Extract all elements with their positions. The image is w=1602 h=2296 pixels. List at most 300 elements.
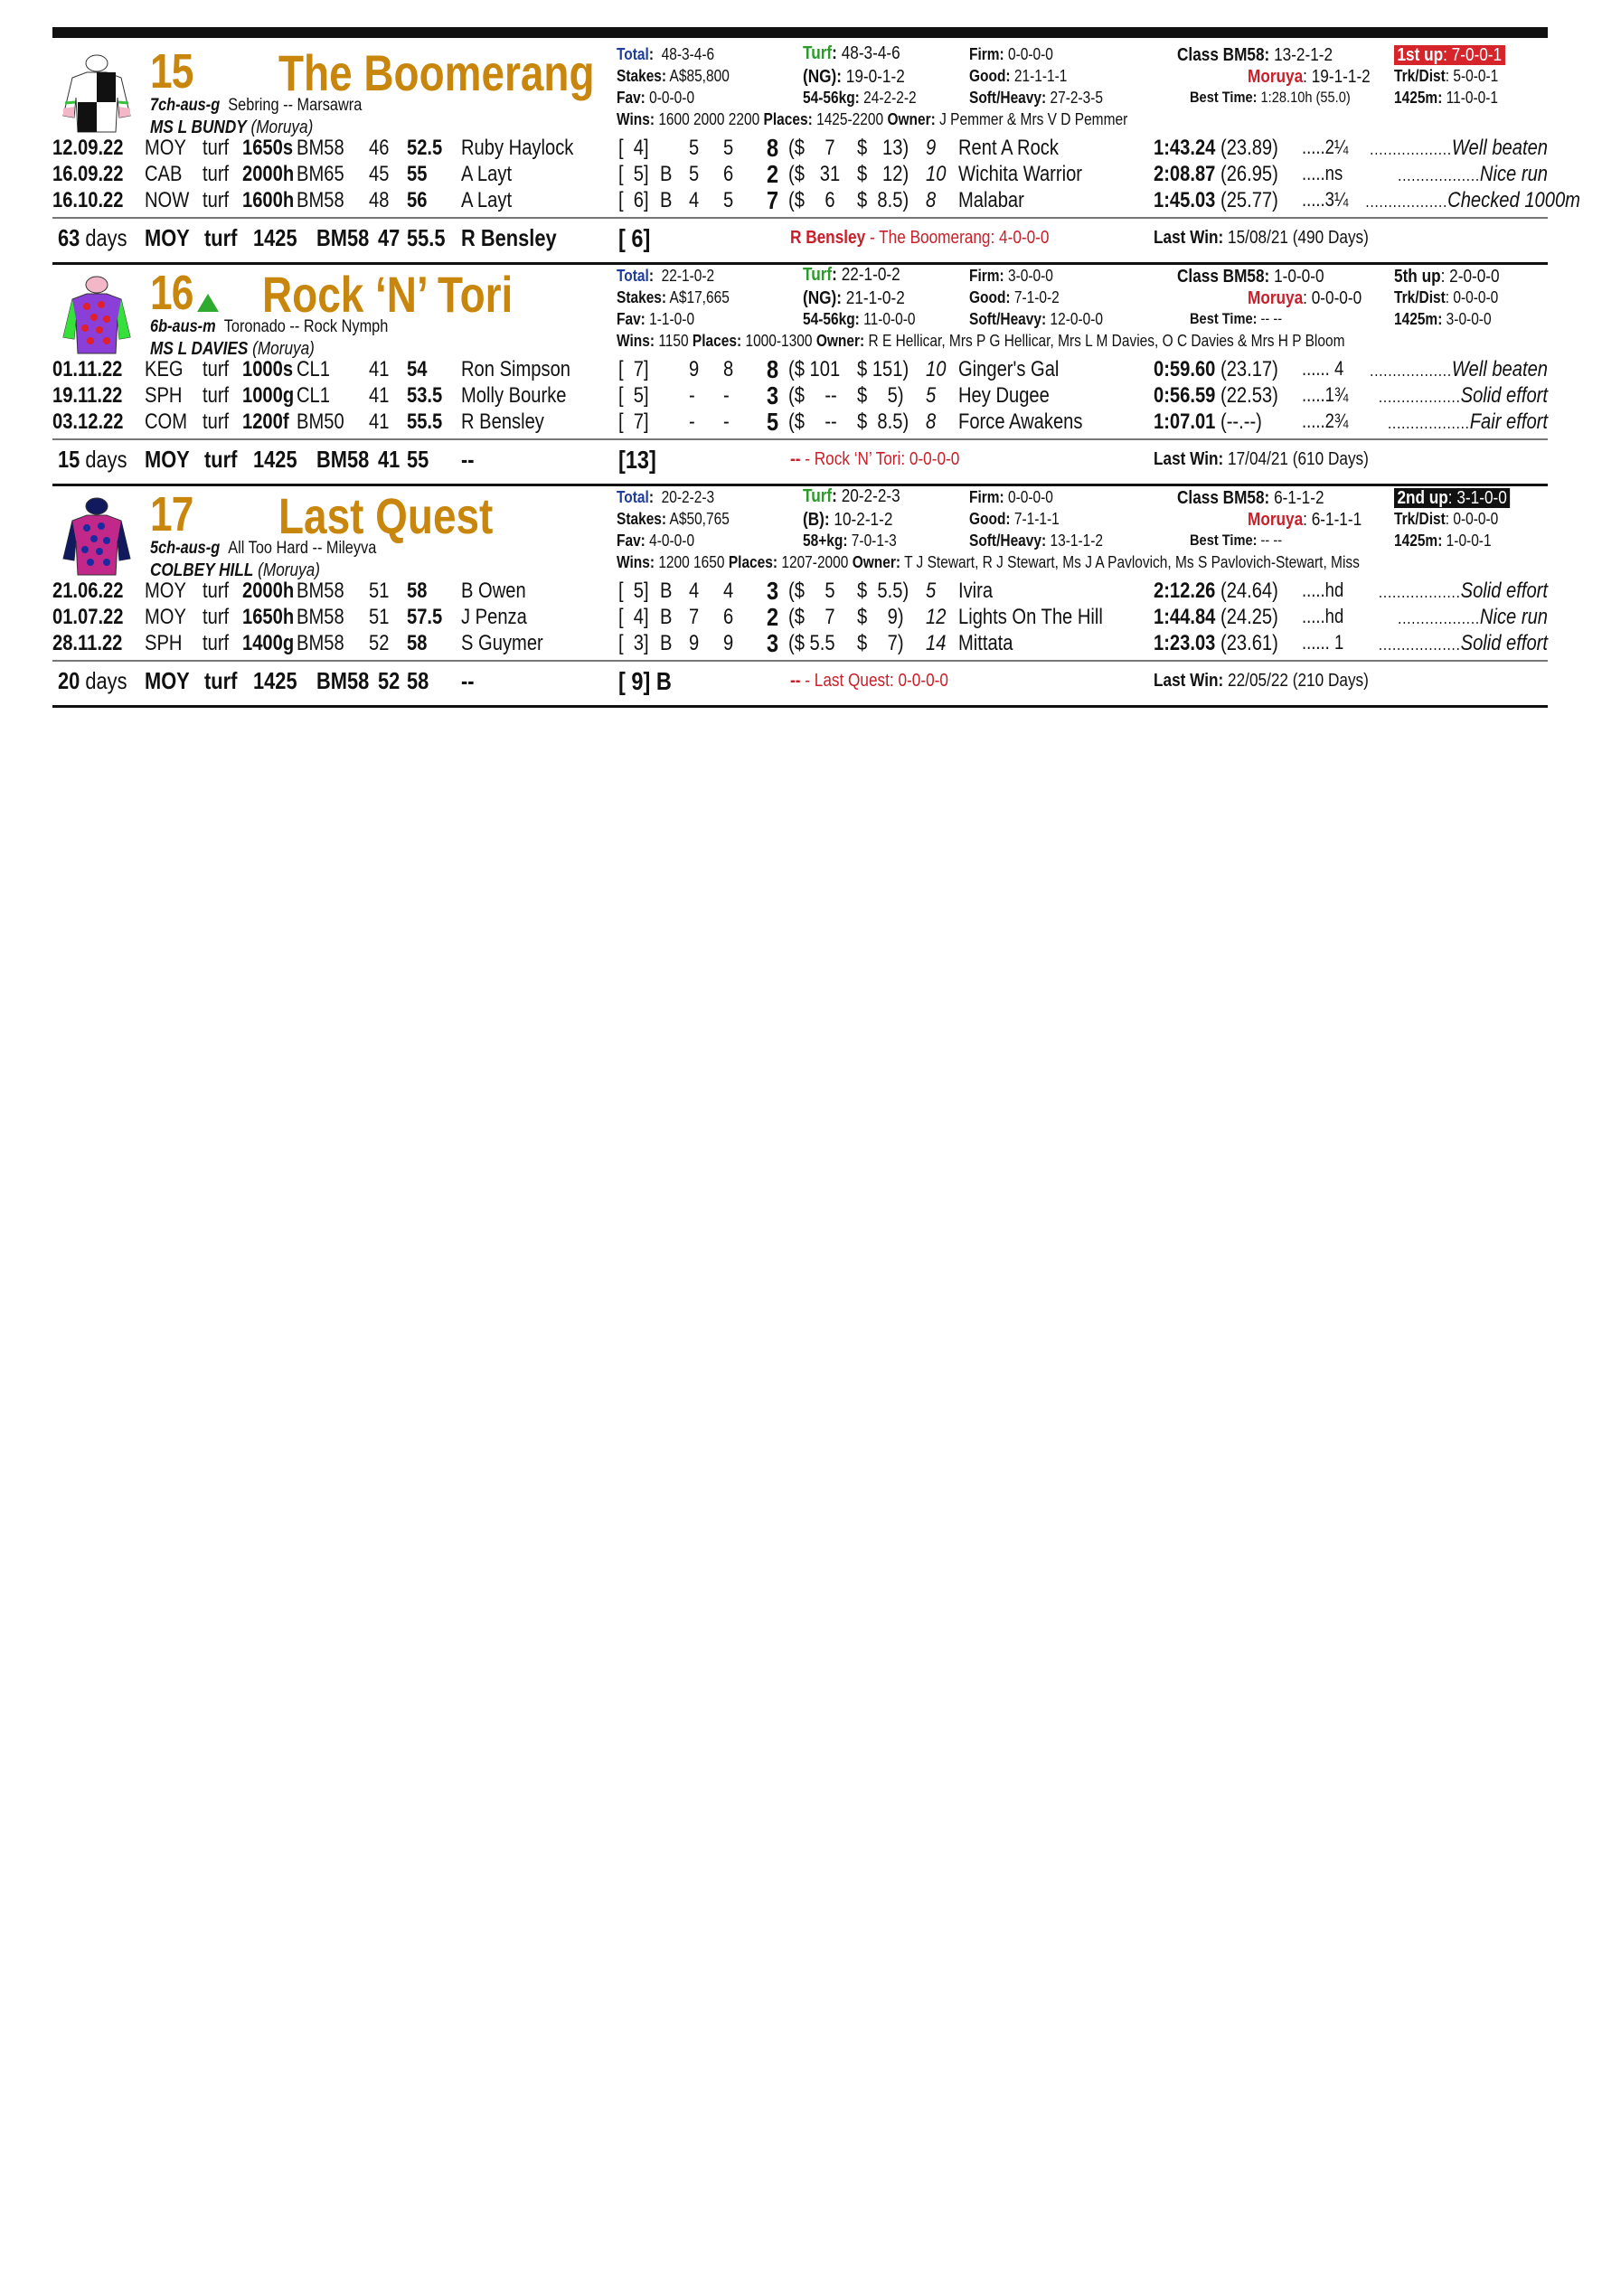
- run-time: 0:59.60 (23.17): [1154, 357, 1278, 381]
- run-weight: 55.5: [407, 409, 443, 434]
- run-pos-800: 4: [689, 188, 700, 212]
- jockey-silk-icon: [60, 274, 134, 355]
- run-weight: 54: [407, 357, 428, 381]
- run-finish: 2: [767, 603, 779, 631]
- run-comment: ..................Solid effort: [1378, 383, 1548, 408]
- run-finish: 3: [767, 629, 779, 657]
- run-margin: .....1¾: [1302, 383, 1349, 406]
- run-jockey: R Bensley: [461, 409, 544, 434]
- run-rating: 51: [369, 605, 390, 629]
- form-run-row: [52, 579, 1548, 605]
- run-time: 1:45.03 (25.77): [1154, 188, 1278, 212]
- run-field-size: 10: [926, 162, 947, 186]
- run-comment: ..................Checked 1000m: [1365, 188, 1580, 212]
- horse-number: 16: [150, 266, 193, 320]
- next-class: BM58: [316, 224, 370, 251]
- run-barrier: [ 7]: [618, 409, 649, 434]
- form-run-row: [52, 186, 1580, 214]
- stat-fav: Fav: 0-0-0-0: [617, 89, 695, 107]
- run-odds-sp: $ 151): [857, 357, 909, 381]
- next-barrier: [ 9] B: [618, 667, 672, 695]
- run-jockey: Ron Simpson: [461, 357, 571, 381]
- run-surface: turf: [203, 579, 230, 603]
- breeding-code: 7ch-aus-g: [150, 96, 221, 115]
- form-run-row: [52, 136, 1548, 162]
- stat-fav: Fav: 1-1-0-0: [617, 310, 695, 328]
- run-margin: .....hd: [1302, 579, 1344, 601]
- run-winner: Ivira: [958, 579, 994, 603]
- run-odds-sp: $ 13): [857, 136, 909, 160]
- run-field-size: 8: [926, 409, 937, 434]
- trainer-location: (Moruya): [250, 118, 314, 137]
- run-rating: 51: [369, 579, 390, 603]
- run-jockey: Ruby Haylock: [461, 136, 574, 160]
- run-pos-400: -: [723, 383, 730, 408]
- stat-distance: 1425m: 1-0-0-1: [1394, 532, 1492, 550]
- stat-trk-dist: Trk/Dist: 0-0-0-0: [1394, 288, 1499, 306]
- run-rating: 41: [369, 357, 390, 381]
- run-barrier: [ 4]: [618, 605, 649, 629]
- horse-entry: [52, 43, 1580, 265]
- run-jockey: B Owen: [461, 579, 526, 603]
- run-comment: ..................Nice run: [1398, 605, 1548, 629]
- run-field-size: 12: [926, 605, 947, 629]
- next-rating: 47: [378, 224, 400, 251]
- run-date: 28.11.22: [52, 631, 123, 655]
- sire-dam: Sebring -- Marsawra: [228, 96, 363, 115]
- run-margin: .....hd: [1302, 605, 1344, 627]
- run-distance: 1650s: [242, 136, 294, 160]
- next-surface: turf: [204, 224, 238, 251]
- run-odds-sp: $ 8.5): [857, 188, 909, 212]
- stat-track: Moruya: 19-1-1-2: [1248, 67, 1371, 87]
- form-run-row: [52, 605, 1548, 631]
- run-blinkers: B: [660, 188, 673, 212]
- run-finish: 8: [767, 355, 779, 383]
- days-since: 20 days: [58, 667, 127, 694]
- stat-soft-heavy: Soft/Heavy: 13-1-1-2: [969, 532, 1104, 550]
- run-field-size: 14: [926, 631, 947, 655]
- stat-total: Total: 22-1-0-2: [617, 267, 715, 285]
- run-margin: ...... 1: [1302, 631, 1344, 654]
- run-pos-400: 9: [723, 631, 734, 655]
- stat-trk-dist: Trk/Dist: 0-0-0-0: [1394, 510, 1499, 528]
- run-weight: 58: [407, 631, 428, 655]
- run-class: BM58: [297, 188, 344, 212]
- next-distance: 1425: [253, 667, 297, 694]
- run-class: BM58: [297, 579, 344, 603]
- wins-places-owner: Wins: 1200 1650 Places: 1207-2000 Owner: T J Stewart, R J Stewart, Ms J A Pavlovich, Ms S Pavlovich-Stewart, Miss: [617, 553, 1360, 571]
- run-odds-sp: $ 5.5): [857, 579, 909, 603]
- run-weight: 58: [407, 579, 428, 603]
- stat-weight: 58+kg: 7-0-1-3: [803, 532, 897, 550]
- run-pos-400: 6: [723, 162, 734, 186]
- run-weight: 53.5: [407, 383, 443, 408]
- next-track: MOY: [145, 667, 190, 694]
- run-surface: turf: [203, 162, 230, 186]
- run-distance: 1200f: [242, 409, 289, 434]
- run-pos-800: 9: [689, 631, 700, 655]
- last-win: Last Win: 17/04/21 (610 Days): [1154, 449, 1369, 469]
- run-surface: turf: [203, 605, 230, 629]
- next-barrier: [ 6]: [618, 224, 651, 252]
- run-track: COM: [145, 409, 188, 434]
- run-time: 2:12.26 (24.64): [1154, 579, 1278, 603]
- run-track: SPH: [145, 631, 183, 655]
- stat-up: 1st up: 7-0-0-1: [1394, 45, 1505, 66]
- stat-up: 5th up: 2-0-0-0: [1394, 267, 1500, 287]
- stat-fav: Fav: 4-0-0-0: [617, 532, 695, 550]
- run-time: 2:08.87 (26.95): [1154, 162, 1278, 186]
- stat-track: Moruya: 0-0-0-0: [1248, 288, 1362, 308]
- stat-best-time: Best Time: -- --: [1190, 532, 1283, 549]
- next-rating: 41: [378, 446, 400, 473]
- run-rating: 46: [369, 136, 390, 160]
- run-barrier: [ 6]: [618, 188, 649, 212]
- form-run-row: [52, 357, 1548, 383]
- next-jockey: --: [461, 667, 475, 694]
- horse-entry: [52, 265, 1548, 486]
- run-barrier: [ 5]: [618, 383, 649, 408]
- run-comment: ..................Solid effort: [1378, 631, 1548, 655]
- run-time: 1:07.01 (--.--): [1154, 409, 1262, 434]
- stat-turf: Turf: 48-3-4-6: [803, 43, 900, 63]
- next-class: BM58: [316, 446, 370, 473]
- next-jockey: R Bensley: [461, 224, 557, 251]
- run-date: 16.09.22: [52, 162, 124, 186]
- run-track: MOY: [145, 579, 186, 603]
- recent-runs: [52, 357, 1548, 436]
- run-class: BM58: [297, 605, 344, 629]
- run-jockey: J Penza: [461, 605, 527, 629]
- days-since: 15 days: [58, 446, 127, 473]
- run-odds-open: ($ --: [788, 383, 837, 408]
- next-track: MOY: [145, 446, 190, 473]
- run-pos-400: 8: [723, 357, 734, 381]
- run-margin: .....ns: [1302, 162, 1343, 184]
- run-winner: Hey Dugee: [958, 383, 1050, 408]
- top-rule: [52, 27, 1548, 38]
- trainer-name: MS L DAVIES: [150, 339, 249, 359]
- run-pos-800: -: [689, 383, 695, 408]
- run-rating: 48: [369, 188, 390, 212]
- stat-good: Good: 21-1-1-1: [969, 67, 1068, 85]
- last-win: Last Win: 15/08/21 (490 Days): [1154, 228, 1369, 248]
- form-run-row: [52, 409, 1548, 436]
- breeding-code: 6b-aus-m: [150, 317, 216, 336]
- next-class: BM58: [316, 667, 370, 694]
- run-surface: turf: [203, 383, 230, 408]
- recent-runs: [52, 134, 1580, 214]
- jockey-silk-icon: [60, 495, 134, 577]
- run-date: 01.11.22: [52, 357, 123, 381]
- run-class: CL1: [297, 383, 330, 408]
- run-surface: turf: [203, 409, 230, 434]
- stat-turf: Turf: 20-2-2-3: [803, 486, 900, 506]
- run-surface: turf: [203, 188, 230, 212]
- stat-weight: 54-56kg: 11-0-0-0: [803, 310, 916, 328]
- run-distance: 1000g: [242, 383, 295, 408]
- run-date: 21.06.22: [52, 579, 124, 603]
- run-blinkers: B: [660, 605, 673, 629]
- horse-name: Last Quest: [278, 487, 494, 544]
- run-weight: 57.5: [407, 605, 443, 629]
- run-winner: Force Awakens: [958, 409, 1083, 434]
- sire-dam: All Too Hard -- Mileyva: [228, 539, 377, 558]
- next-track: MOY: [145, 224, 190, 251]
- stat-class: Class BM58: 13-2-1-2: [1177, 45, 1333, 65]
- run-jockey: A Layt: [461, 162, 513, 186]
- stat-distance: 1425m: 3-0-0-0: [1394, 310, 1492, 328]
- run-time: 0:56.59 (22.53): [1154, 383, 1278, 408]
- run-odds-sp: $ 12): [857, 162, 909, 186]
- run-track: CAB: [145, 162, 183, 186]
- run-field-size: 5: [926, 383, 937, 408]
- run-class: CL1: [297, 357, 330, 381]
- run-blinkers: B: [660, 162, 673, 186]
- stat-firm: Firm: 0-0-0-0: [969, 488, 1053, 506]
- horse-number: 17: [150, 487, 193, 541]
- run-time: 1:44.84 (24.25): [1154, 605, 1278, 629]
- run-odds-open: ($ 5.5: [788, 631, 835, 655]
- run-margin: ...... 4: [1302, 357, 1344, 380]
- run-odds-open: ($ 6: [788, 188, 835, 212]
- run-time: 1:43.24 (23.89): [1154, 136, 1278, 160]
- up-arrow-icon: [197, 294, 219, 312]
- last-win: Last Win: 22/05/22 (210 Days): [1154, 671, 1369, 691]
- run-track: NOW: [145, 188, 190, 212]
- stat-stakes: Stakes: A$17,665: [617, 288, 730, 306]
- horse-name: The Boomerang: [278, 44, 595, 101]
- next-weight: 55: [407, 446, 429, 473]
- horse-name: Rock ‘N’ Tori: [262, 266, 514, 323]
- run-odds-open: ($ --: [788, 409, 837, 434]
- stat-best-time: Best Time: 1:28.10h (55.0): [1190, 89, 1351, 106]
- run-odds-open: ($ 7: [788, 605, 835, 629]
- stat-good: Good: 7-1-0-2: [969, 288, 1060, 306]
- run-rating: 41: [369, 409, 390, 434]
- run-date: 01.07.22: [52, 605, 124, 629]
- run-finish: 7: [767, 186, 779, 214]
- run-winner: Malabar: [958, 188, 1024, 212]
- run-winner: Lights On The Hill: [958, 605, 1103, 629]
- stat-going: (NG): 21-1-0-2: [803, 288, 905, 308]
- run-odds-sp: $ 7): [857, 631, 904, 655]
- horse-number: 15: [150, 44, 193, 99]
- run-pos-400: 6: [723, 605, 734, 629]
- run-weight: 56: [407, 188, 428, 212]
- run-finish: 3: [767, 381, 779, 409]
- run-rating: 52: [369, 631, 390, 655]
- run-pos-800: -: [689, 409, 695, 434]
- run-date: 03.12.22: [52, 409, 124, 434]
- stat-up: 2nd up: 3-1-0-0: [1394, 488, 1510, 509]
- run-field-size: 5: [926, 579, 937, 603]
- stat-going: (B): 10-2-1-2: [803, 510, 893, 530]
- stat-firm: Firm: 0-0-0-0: [969, 45, 1053, 63]
- stat-good: Good: 7-1-1-1: [969, 510, 1060, 528]
- jockey-horse-combo: -- - Last Quest: 0-0-0-0: [790, 671, 948, 691]
- stat-distance: 1425m: 11-0-0-1: [1394, 89, 1499, 107]
- run-surface: turf: [203, 357, 230, 381]
- run-barrier: [ 5]: [618, 162, 649, 186]
- stat-soft-heavy: Soft/Heavy: 27-2-3-5: [969, 89, 1104, 107]
- run-class: BM58: [297, 631, 344, 655]
- run-rating: 41: [369, 383, 390, 408]
- breeding: [150, 317, 388, 337]
- trainer-location: (Moruya): [252, 339, 315, 359]
- run-comment: ..................Well beaten: [1370, 357, 1548, 381]
- wins-places-owner: Wins: 1600 2000 2200 Places: 1425-2200 Owner: J Pemmer & Mrs V D Pemmer: [617, 110, 1128, 128]
- recent-runs: [52, 579, 1548, 657]
- run-margin: .....2¾: [1302, 409, 1349, 432]
- run-field-size: 9: [926, 136, 937, 160]
- run-finish: 3: [767, 577, 779, 605]
- run-distance: 2000h: [242, 579, 295, 603]
- jockey-horse-combo: R Bensley - The Boomerang: 4-0-0-0: [790, 228, 1050, 248]
- stat-track: Moruya: 6-1-1-1: [1248, 510, 1362, 530]
- run-distance: 1000s: [242, 357, 294, 381]
- run-finish: 2: [767, 160, 779, 188]
- jockey-horse-combo: -- - Rock ‘N’ Tori: 0-0-0-0: [790, 449, 960, 469]
- days-since: 63 days: [58, 224, 127, 251]
- run-odds-sp: $ 8.5): [857, 409, 909, 434]
- run-time: 1:23.03 (23.61): [1154, 631, 1278, 655]
- run-margin: .....2¼: [1302, 136, 1349, 158]
- next-surface: turf: [204, 446, 238, 473]
- entries-list: [52, 43, 1580, 708]
- stat-class: Class BM58: 1-0-0-0: [1177, 267, 1324, 287]
- form-run-row: [52, 162, 1548, 188]
- run-finish: 8: [767, 134, 779, 162]
- run-odds-open: ($ 31: [788, 162, 841, 186]
- next-race-row: [52, 660, 1548, 703]
- run-weight: 55: [407, 162, 428, 186]
- run-pos-400: 4: [723, 579, 734, 603]
- run-comment: ..................Well beaten: [1370, 136, 1548, 160]
- run-track: MOY: [145, 136, 186, 160]
- run-jockey: Molly Bourke: [461, 383, 567, 408]
- run-odds-open: ($ 101: [788, 357, 841, 381]
- trainer-name: COLBEY HILL: [150, 560, 254, 580]
- next-barrier: [13]: [618, 446, 656, 474]
- run-jockey: S Guymer: [461, 631, 543, 655]
- stat-firm: Firm: 3-0-0-0: [969, 267, 1053, 285]
- breeding-code: 5ch-aus-g: [150, 539, 221, 558]
- run-comment: ..................Solid effort: [1378, 579, 1548, 603]
- run-jockey: A Layt: [461, 188, 513, 212]
- run-date: 16.10.22: [52, 188, 124, 212]
- run-barrier: [ 7]: [618, 357, 649, 381]
- run-distance: 1600h: [242, 188, 295, 212]
- run-surface: turf: [203, 631, 230, 655]
- next-weight: 58: [407, 667, 429, 694]
- run-odds-open: ($ 5: [788, 579, 835, 603]
- run-class: BM58: [297, 136, 344, 160]
- sire-dam: Toronado -- Rock Nymph: [223, 317, 389, 336]
- next-race-row: [52, 438, 1548, 482]
- next-weight: 55.5: [407, 224, 446, 251]
- stat-best-time: Best Time: -- --: [1190, 310, 1283, 327]
- jockey-silk-icon: [60, 52, 134, 134]
- next-rating: 52: [378, 667, 400, 694]
- trainer-location: (Moruya): [258, 560, 320, 580]
- horse-entry: [52, 486, 1548, 708]
- run-track: SPH: [145, 383, 183, 408]
- run-comment: ..................Fair effort: [1387, 409, 1548, 434]
- run-winner: Wichita Warrior: [958, 162, 1083, 186]
- run-track: KEG: [145, 357, 184, 381]
- stat-total: Total: 48-3-4-6: [617, 45, 715, 63]
- run-pos-400: -: [723, 409, 730, 434]
- run-class: BM65: [297, 162, 344, 186]
- stat-total: Total: 20-2-2-3: [617, 488, 715, 506]
- run-blinkers: B: [660, 631, 673, 655]
- run-pos-400: 5: [723, 188, 734, 212]
- run-distance: 2000h: [242, 162, 295, 186]
- run-surface: turf: [203, 136, 230, 160]
- run-blinkers: B: [660, 579, 673, 603]
- run-comment: ..................Nice run: [1398, 162, 1548, 186]
- stat-stakes: Stakes: A$50,765: [617, 510, 730, 528]
- run-class: BM50: [297, 409, 344, 434]
- run-winner: Rent A Rock: [958, 136, 1059, 160]
- stat-stakes: Stakes: A$85,800: [617, 67, 730, 85]
- stat-turf: Turf: 22-1-0-2: [803, 265, 900, 285]
- run-odds-sp: $ 5): [857, 383, 904, 408]
- run-barrier: [ 3]: [618, 631, 649, 655]
- run-barrier: [ 4]: [618, 136, 649, 160]
- stat-going: (NG): 19-0-1-2: [803, 67, 905, 87]
- next-race-row: [52, 217, 1548, 260]
- run-finish: 5: [767, 408, 779, 436]
- stat-weight: 54-56kg: 24-2-2-2: [803, 89, 917, 107]
- run-pos-800: 7: [689, 605, 700, 629]
- wins-places-owner: Wins: 1150 Places: 1000-1300 Owner: R E Hellicar, Mrs P G Hellicar, Mrs L M Davies, O C Davies & Mrs H P Bloom: [617, 332, 1345, 350]
- stat-trk-dist: Trk/Dist: 5-0-0-1: [1394, 67, 1499, 85]
- run-date: 19.11.22: [52, 383, 123, 408]
- run-margin: .....3¼: [1302, 188, 1349, 211]
- run-pos-800: 5: [689, 136, 700, 160]
- run-weight: 52.5: [407, 136, 443, 160]
- run-distance: 1400g: [242, 631, 295, 655]
- next-surface: turf: [204, 667, 238, 694]
- run-odds-open: ($ 7: [788, 136, 835, 160]
- run-odds-sp: $ 9): [857, 605, 904, 629]
- breeding: [150, 539, 376, 559]
- run-winner: Ginger's Gal: [958, 357, 1060, 381]
- run-field-size: 8: [926, 188, 937, 212]
- form-run-row: [52, 383, 1548, 409]
- stat-class: Class BM58: 6-1-1-2: [1177, 488, 1324, 508]
- form-guide-page: [52, 27, 1580, 708]
- form-run-row: [52, 631, 1548, 657]
- run-track: MOY: [145, 605, 186, 629]
- breeding: [150, 96, 362, 116]
- trainer-name: MS L BUNDY: [150, 118, 247, 137]
- run-pos-400: 5: [723, 136, 734, 160]
- run-pos-800: 5: [689, 162, 700, 186]
- run-field-size: 10: [926, 357, 947, 381]
- next-distance: 1425: [253, 446, 297, 473]
- run-rating: 45: [369, 162, 390, 186]
- run-winner: Mittata: [958, 631, 1013, 655]
- stat-soft-heavy: Soft/Heavy: 12-0-0-0: [969, 310, 1104, 328]
- run-barrier: [ 5]: [618, 579, 649, 603]
- next-distance: 1425: [253, 224, 297, 251]
- next-jockey: --: [461, 446, 475, 473]
- run-pos-800: 9: [689, 357, 700, 381]
